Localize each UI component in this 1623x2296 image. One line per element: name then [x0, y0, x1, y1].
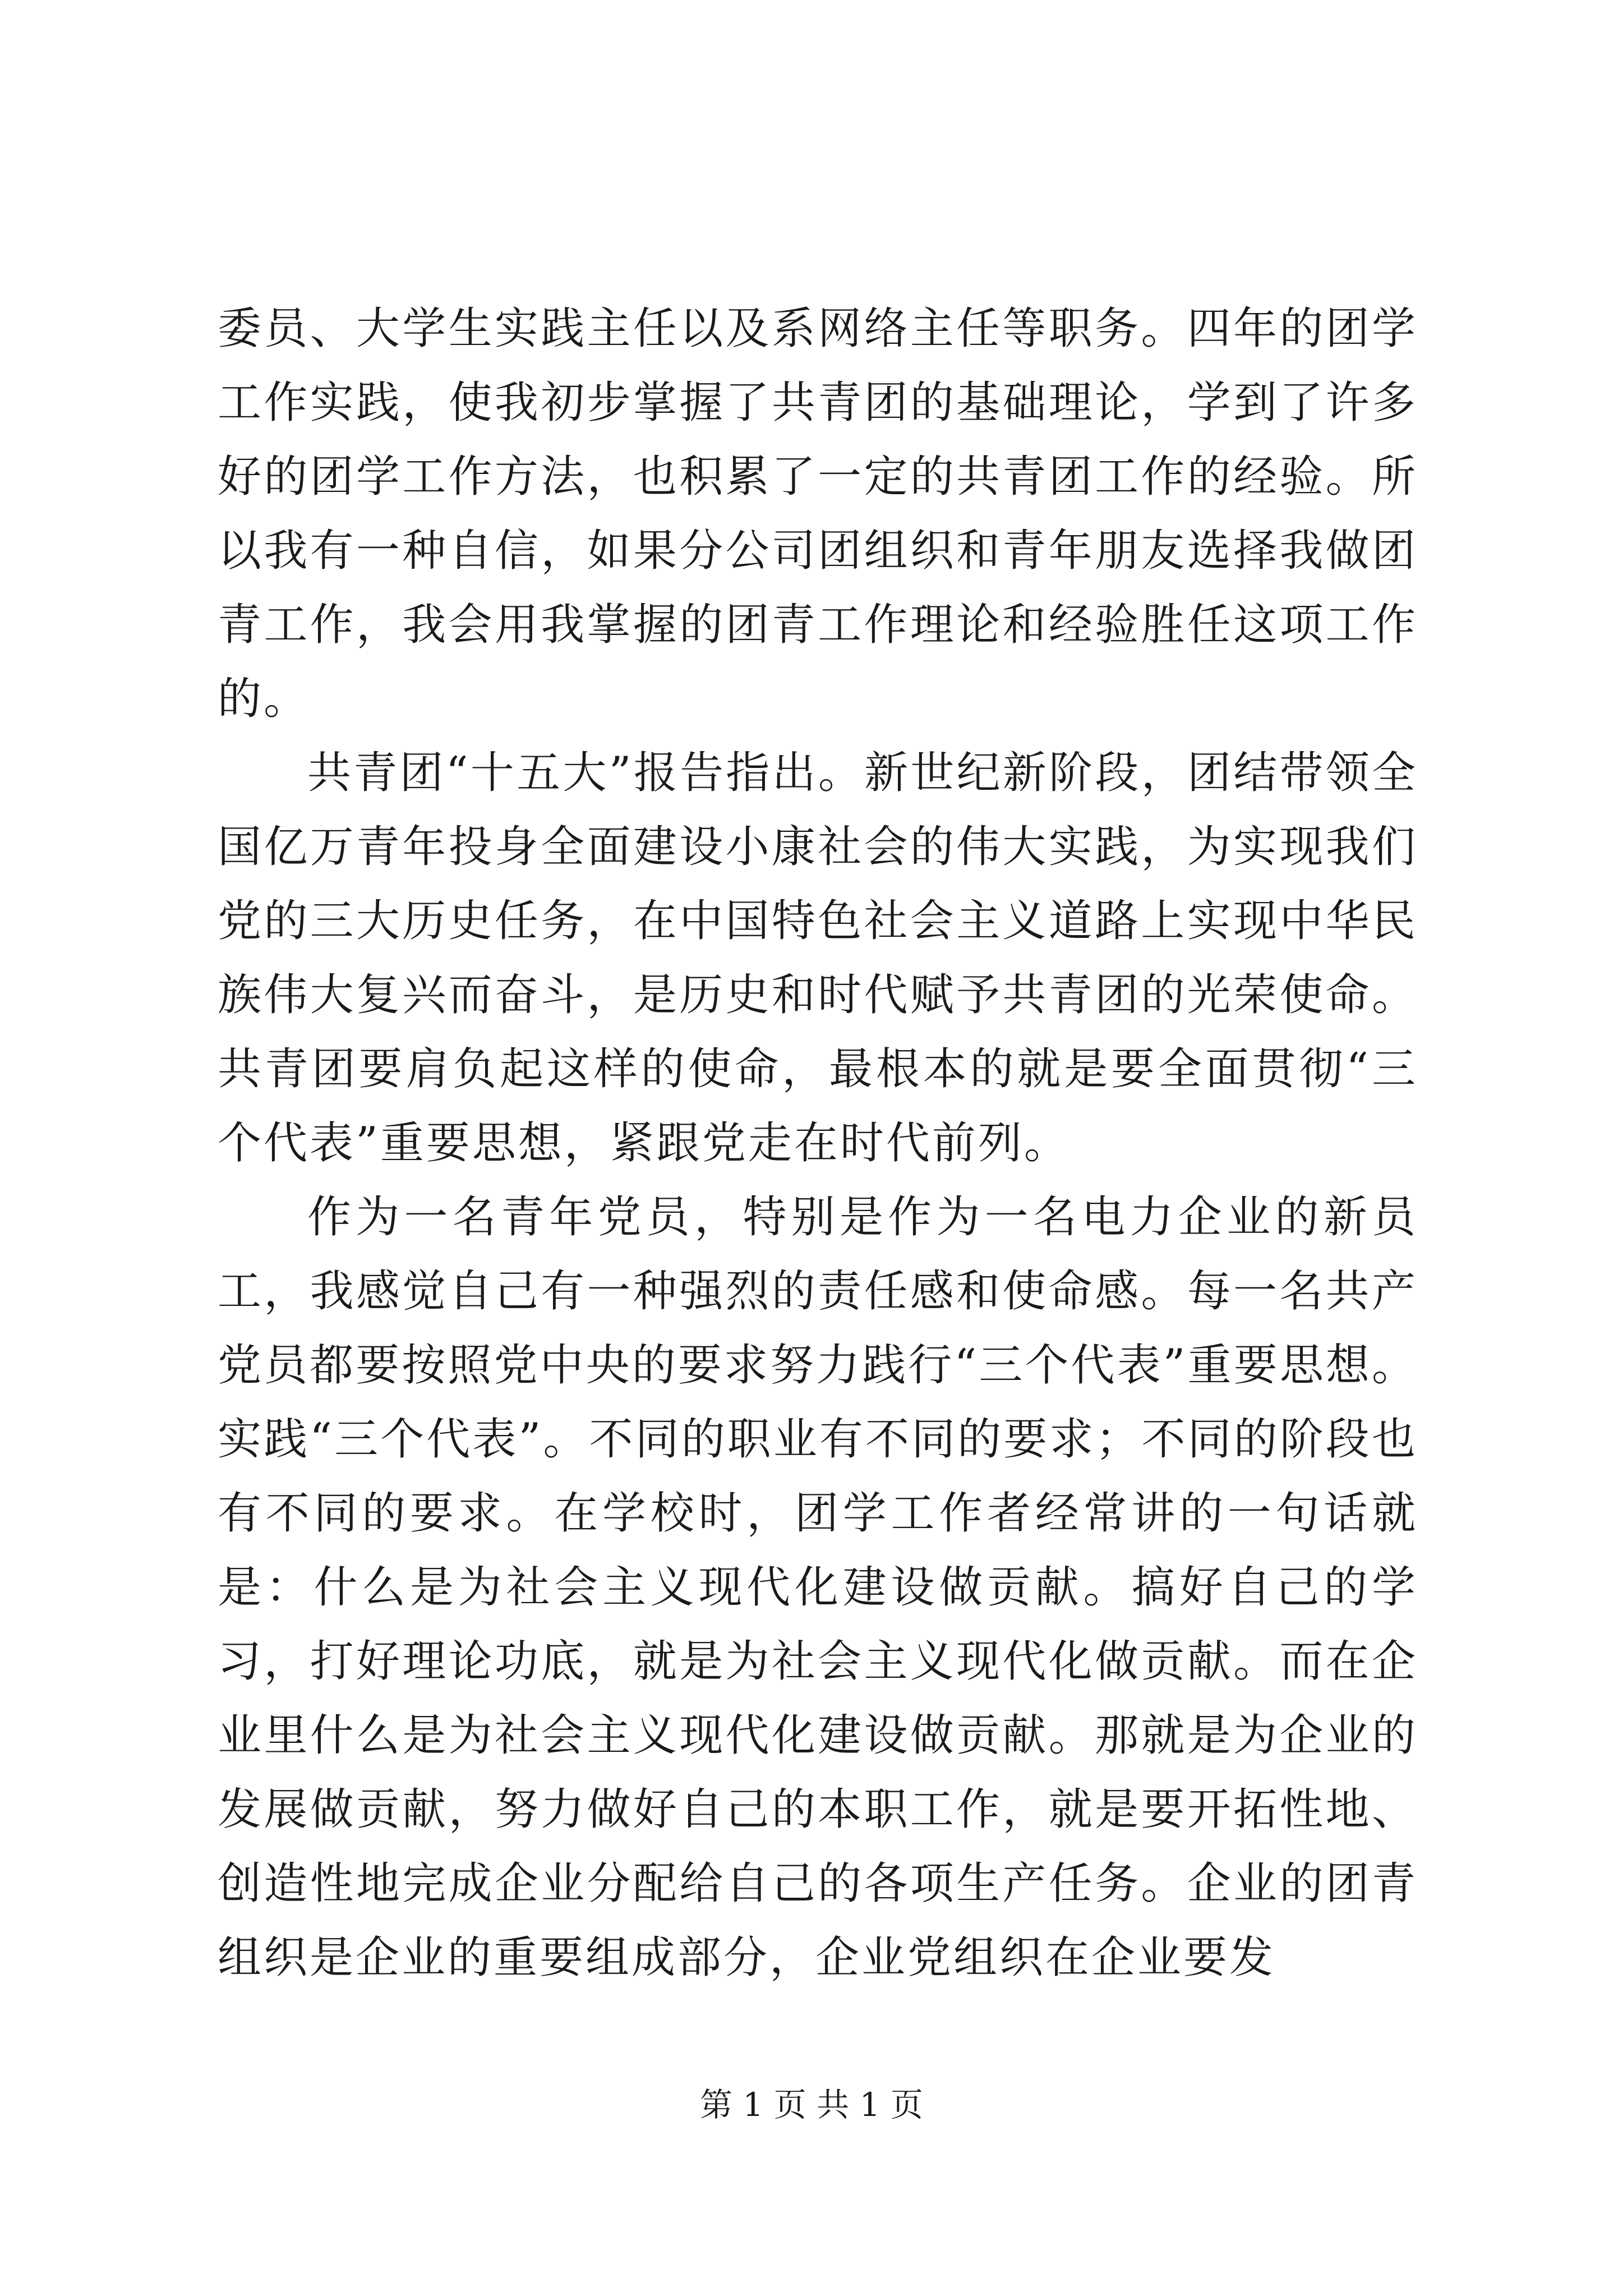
document-body [218, 292, 1418, 1995]
paragraph-report: 共青团“十五大”报告指出。新世纪新阶段，团结带领全国亿万青年投身全面建设小康社会的伟大实践，为实现我们党的三大历史任务，在中国特色社会主义道路上实现中华民族伟大复兴而奋斗，是历史和时代赋予共青团的光荣使命。共青团要肩负起这样的使命，最根本的就是要全面贯彻“三个代表”重要思想，紧跟党走在时代前列。 [218, 748, 1418, 1168]
paragraph-continued: 委员、大学生实践主任以及系网络主任等职务。四年的团学工作实践，使我初步掌握了共青团的基础理论，学到了许多好的团学工作方法，也积累了一定的共青团工作的经验。所以我有一种自信，如果分公司团组织和青年朋友选择我做团青工作，我会用我掌握的团青工作理论和经验胜任这项工作的。 [218, 303, 1418, 724]
paragraph-young-member: 作为一名青年党员，特别是作为一名电力企业的新员工，我感觉自己有一种强烈的责任感和使命感。每一名共产党员都要按照党中央的要求努力践行“三个代表”重要思想。实践“三个代表”。不同的职业有不同的要求；不同的阶段也有不同的要求。在学校时，团学工作者经常讲的一句话就是：什么是为社会主义现代化建设做贡献。搞好自己的学习，打好理论功底，就是为社会主义现代化做贡献。而在企业里什么是为社会主义现代化建设做贡献。那就是为企业的发展做贡献，努力做好自己的本职工作，就是要开拓性地、创造性地完成企业分配给自己的各项生产任务。企业的团青组织是企业的重要组成部分，企业党组织在企业要发 [218, 1192, 1418, 1983]
page-footer: 第 1 页 共 1 页 [700, 2086, 923, 2124]
